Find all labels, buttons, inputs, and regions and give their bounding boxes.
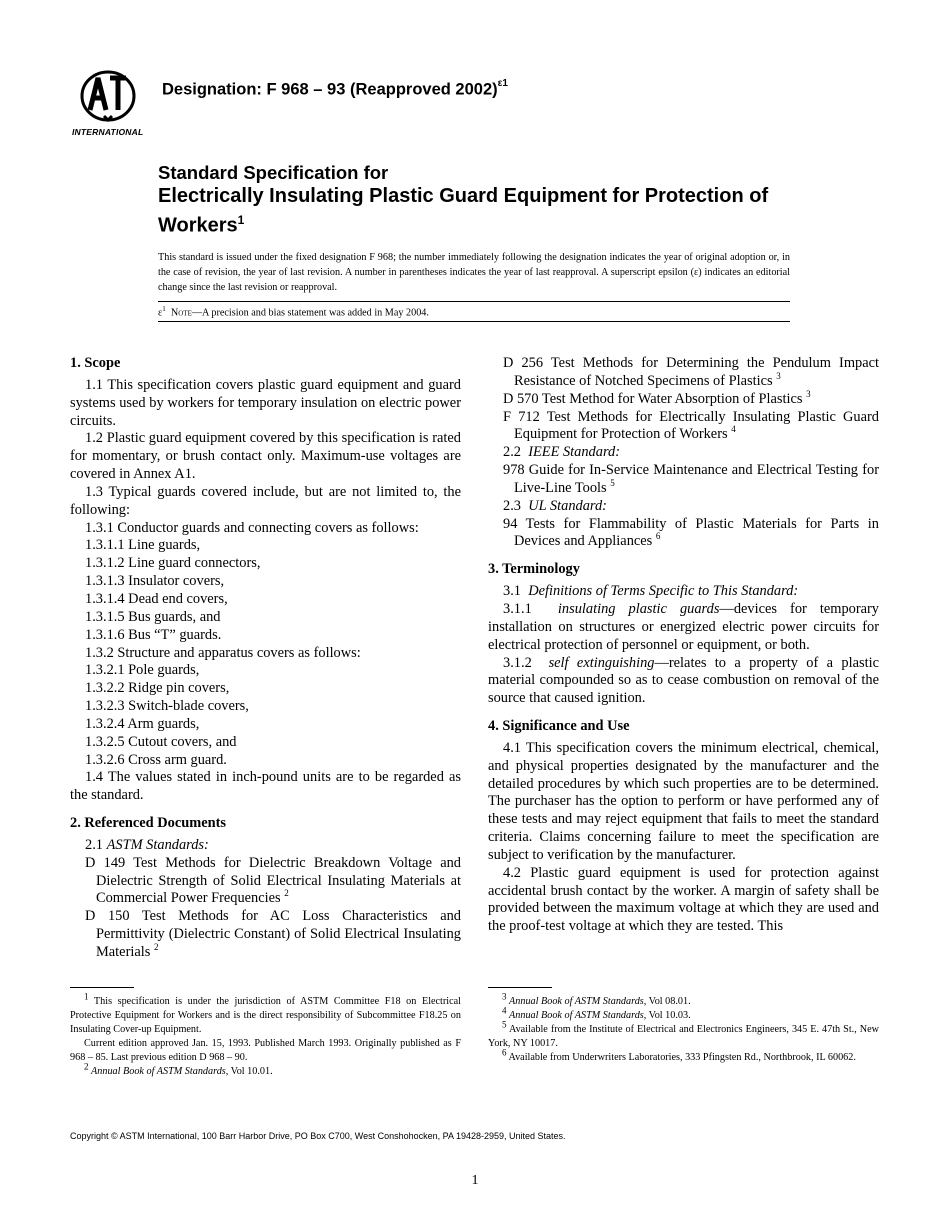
designation (162, 80, 508, 100)
footnotes-right (488, 991, 880, 1065)
paragraph-1-1: 1.1 This specification covers plastic guard equipment and guard systems used by workers for temporary insulation on electric power circuits. (70, 376, 461, 429)
footnote-ref: 4 (731, 424, 736, 435)
subsection-title: Definitions of Terms Specific to This Standard: (528, 583, 799, 600)
subsection-definitions (488, 583, 879, 601)
left-column (70, 355, 461, 962)
list-item: 1.3.2.3 Switch-blade covers, (85, 698, 249, 715)
logo-text: INTERNATIONAL (72, 127, 144, 137)
paragraph-4-2: 4.2 Plastic guard equipment is used for protection against accidental brush contact by the worker. A margin of safety shall be provided between the maximum voltage at which they are used and the proof-test voltage at which they are tested. This (488, 864, 879, 935)
reference-d149 (70, 855, 461, 909)
divider-bottom (158, 321, 790, 322)
paragraph-1-4: 1.4 The values stated in inch-pound units are to be regarded as the standard. (70, 769, 461, 804)
reference-ieee-978 (488, 462, 879, 498)
editorial-text: —A precision and bias statement was added in May 2004. (191, 307, 429, 319)
footnote-ref: 3 (776, 371, 781, 382)
epsilon-marker: ε (158, 307, 163, 319)
footnote-source: Annual Book of ASTM Standards (509, 1010, 644, 1021)
subsection-number: 2.1 (85, 836, 103, 853)
page-number: 1 (471, 1173, 479, 1188)
definition-text: —relates to a property of a plastic material compounded so as to cease combustion on removal of the source that caused ignition. (488, 654, 880, 707)
right-column (488, 355, 879, 936)
subsection-title: IEEE Standard: (528, 444, 620, 461)
document-title (158, 184, 798, 238)
definition-term: self extinguishing (548, 654, 655, 671)
footnote-text: Available from the Institute of Electrical and Electronics Engineers, 345 E. 47th St., New York, NY 10017. (488, 1024, 880, 1049)
list-item: 1.3.1.6 Bus “T” guards. (85, 626, 222, 643)
footnote-ref: 6 (655, 531, 661, 542)
reference-f712 (488, 409, 879, 445)
subsection-title: UL Standard: (528, 497, 607, 514)
definition-3-1-2 (488, 655, 879, 709)
list-item: 1.3.1.1 Line guards, (85, 537, 201, 554)
list-item: 1.3.2.6 Cross arm guard. (85, 751, 227, 768)
definition-number: 3.1.1 (503, 600, 532, 617)
list-item: 1.3.2 Structure and apparatus covers as follows: (85, 644, 361, 661)
designation-sup: ε1 (497, 78, 508, 89)
list-item: 1.3.1 Conductor guards and connecting covers as follows: (85, 519, 419, 536)
paragraph-1-2: 1.2 Plastic guard equipment covered by this specification is rated for momentary, or brush contact only. Maximum-use voltages are covered in Annex A1. (70, 430, 461, 483)
footnote-4 (488, 1005, 879, 1023)
subsection-number: 3.1 (503, 583, 521, 600)
reference-text: F 712 Test Methods for Electrically Insulating Plastic Guard Equipment for Protection of Workers (503, 408, 879, 443)
subsection-title: ASTM Standards: (106, 836, 209, 853)
reference-text: D 570 Test Method for Water Absorption of Plastics (503, 390, 803, 407)
footnote-text: Available from Underwriters Laboratories, 333 Pfingsten Rd., Northbrook, IL 60062. (508, 1052, 856, 1063)
reference-d570 (488, 388, 879, 409)
editorial-note (158, 305, 429, 318)
definition-number: 3.1.2 (503, 654, 532, 671)
subsection-number: 2.2 (503, 444, 521, 461)
footnote-text: This specification is under the jurisdiction of ASTM Committee F18 on Electrical Protective Equipment for Workers and is the direct responsibility of Subcommittee F18.25 on Insulating Cover-up Equipment. (70, 996, 461, 1035)
footnote-marker: 3 (502, 991, 507, 1002)
footnote-source: Annual Book of ASTM Standards (91, 1066, 226, 1077)
footnote-marker: 6 (502, 1047, 507, 1058)
list-item: 1.3.2.5 Cutout covers, and (85, 733, 237, 750)
reference-text: D 150 Test Methods for AC Loss Characteristics and Permittivity (Dielectric Constant) of Solid Electrical Insulating Materials (85, 908, 461, 960)
designation-text: Designation: F 968 – 93 (Reapproved 2002) (162, 80, 498, 99)
title-sup: 1 (237, 213, 245, 227)
footnote-marker: 4 (502, 1005, 507, 1016)
list-item: 1.3.1.5 Bus guards, and (85, 608, 221, 625)
copyright-notice: Copyright © ASTM International, 100 Barr Harbor Drive, PO Box C700, West Conshohocken, PA 19428-2959, United States. (70, 1131, 566, 1141)
section-heading-significance: 4. Significance and Use (488, 718, 630, 735)
definition-text: —devices for temporary installation on structures or energized electric power circuits for electrical protection of personnel or equipment, or both. (488, 600, 879, 653)
epsilon-sup: 1 (162, 305, 166, 313)
section-heading-terminology: 3. Terminology (488, 561, 580, 578)
footnote-5 (488, 1019, 880, 1051)
footnote-ref: 2 (284, 888, 289, 899)
reference-ul-94 (488, 516, 879, 552)
subsection-number: 2.3 (503, 497, 521, 514)
issue-note: This standard is issued under the fixed designation F 968; the number immediately following the designation indicates the year of original adoption or, in the case of revision, the year of last revision. A number in parentheses indicates the year of last reapproval. A superscript epsilon (ε) indicates an editorial change since the last revision or reapproval. (158, 252, 790, 293)
footnote-marker: 5 (502, 1019, 507, 1030)
list-item: 1.3.1.2 Line guard connectors, (85, 555, 261, 572)
footnote-marker: 2 (84, 1061, 89, 1072)
footnote-6 (488, 1047, 879, 1065)
list-item: 1.3.2.1 Pole guards, (85, 662, 200, 679)
footnote-text: , Vol 10.01. (225, 1066, 273, 1077)
reference-d150 (70, 908, 461, 962)
definition-term: insulating plastic guards (557, 600, 720, 617)
list-item: 1.3.2.2 Ridge pin covers, (85, 680, 230, 697)
list-item: 1.3.1.3 Insulator covers, (85, 573, 225, 590)
title-line1: Standard Specification for (158, 162, 389, 183)
section-heading-referenced-documents: 2. Referenced Documents (70, 815, 226, 832)
reference-text: D 149 Test Methods for Dielectric Breakdown Voltage and Dielectric Strength of Solid Electrical Insulating Materials at Commercial Power Frequencies (85, 854, 461, 907)
astm-logo (68, 70, 152, 140)
footnote-1 (70, 991, 461, 1037)
footnote-marker: 1 (84, 991, 89, 1002)
footnote-rule-right (488, 987, 552, 988)
note-label: Note (170, 307, 192, 319)
footnote-ref: 5 (610, 478, 615, 489)
paragraph-1-3: 1.3 Typical guards covered include, but are not limited to, the following: (70, 483, 461, 518)
footnotes-left (70, 991, 461, 1079)
footnote-rule-left (70, 987, 134, 988)
footnote-source: Annual Book of ASTM Standards (509, 996, 644, 1007)
footnote-text: , Vol 10.03. (643, 1010, 691, 1021)
footnote-ref: 3 (806, 388, 811, 399)
footnote-3 (488, 991, 879, 1009)
subsection-astm-standards (70, 837, 461, 855)
title-text: Electrically Insulating Plastic Guard Equipment for Protection of Workers (158, 185, 769, 237)
subsection-ieee-standard (488, 444, 879, 462)
reference-text: 94 Tests for Flammability of Plastic Materials for Parts in Devices and Appliances (503, 515, 879, 550)
list-item: 1.3.2.4 Arm guards, (85, 715, 200, 732)
subsection-ul-standard (488, 498, 879, 516)
footnote-ref: 2 (153, 942, 159, 953)
footnote-text: , Vol 08.01. (643, 996, 691, 1007)
list-item: 1.3.1.4 Dead end covers, (85, 590, 228, 607)
footnote-2 (70, 1061, 461, 1079)
footnote-1-edition: Current edition approved Jan. 15, 1993. Published March 1993. Originally published as F 968 – 85. Last previous edition D 968 – 90. (70, 1038, 461, 1063)
reference-d256 (488, 355, 879, 391)
divider-top (158, 301, 790, 302)
title-block (158, 162, 798, 238)
reference-text: D 256 Test Methods for Determining the Pendulum Impact Resistance of Notched Specimens of Plastics (503, 355, 879, 389)
section-heading-scope: 1. Scope (70, 355, 121, 371)
paragraph-4-1: 4.1 This specification covers the minimum electrical, chemical, and physical properties designated by the manufacturer and the detailed procedures by which such properties are to be determined. The purchaser has the option to perform or have performed any of these tests and may reject equipment that fails to meet the standard criteria. Claims concerning failure to meet the specification are subject to verification by the manufacturer. (488, 739, 879, 863)
definition-3-1-1 (488, 601, 879, 655)
reference-text: 978 Guide for In-Service Maintenance and Electrical Testing for Live-Line Tools (503, 462, 879, 496)
